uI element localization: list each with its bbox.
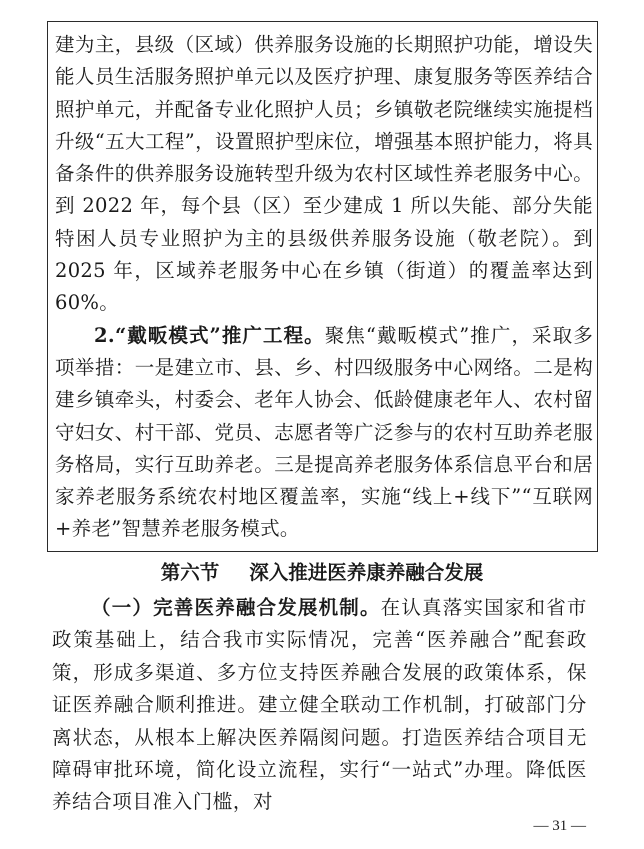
paragraph-mechanism-body: 在认真落实国家和省市政策基础上，结合我市实际情况，完善“医养融合”配套政策，形成多渠道、多方位支持医养融合发展的政策体系，保证医养融合顺利推进。建立健全联动工作机制，打破部门分离状态，从根本上解决医养隔阂问题。打造医养结合项目无障碍审批环境，简化设立流程，实行“一站式”办理。降低医养结合项目准入门槛，对 xyxy=(52,596,587,814)
boxed-text-panel xyxy=(47,21,598,552)
section-number: 第六节 xyxy=(160,561,220,584)
page-number: — 31 — xyxy=(533,818,586,834)
paragraph-county-facilities: 建为主，县级（区域）供养服务设施的长期照护功能，增设失能人员生活服务照护单元以及医疗护理、康复服务等医养结合照护单元，并配备专业化照护人员；乡镇敬老院继续实施提档升级“五大工程”，设置照护型床位，增强基本照护能力，将具备条件的供养服务设施转型升级为农村区域性养老服务中心。到 2022 年，每个县（区）至少建成 1 所以失能、部分失能特困人员专业照护为主的县级供养服务设施（敬老院）。到 2025 年，区域养老服务中心在乡镇（街道）的覆盖率达到 60%。 xyxy=(55,33,593,315)
section-heading xyxy=(0,557,644,589)
paragraph-daifan-model xyxy=(55,320,593,546)
paragraph-daifan-lead: 2.“戴畈模式”推广工程。 xyxy=(94,323,325,347)
paragraph-medical-care-mechanism xyxy=(52,592,587,819)
paragraph-mechanism-lead: （一）完善医养融合发展机制。 xyxy=(91,596,381,619)
paragraph-daifan-body: 聚焦“戴畈模式”推广，采取多项举措：一是建立市、县、乡、村四级服务中心网络。二是构建乡镇牵头，村委会、老年人协会、低龄健康老年人、农村留守妇女、村干部、党员、志愿者等广泛参与的农村互助养老服务格局，实行互助养老。三是提高养老服务体系信息平台和居家养老服务系统农村地区覆盖率，实施“线上+线下”“互联网+养老”智慧养老服务模式。 xyxy=(55,323,593,541)
section-title: 深入推进医养康养融合发展 xyxy=(249,561,484,584)
